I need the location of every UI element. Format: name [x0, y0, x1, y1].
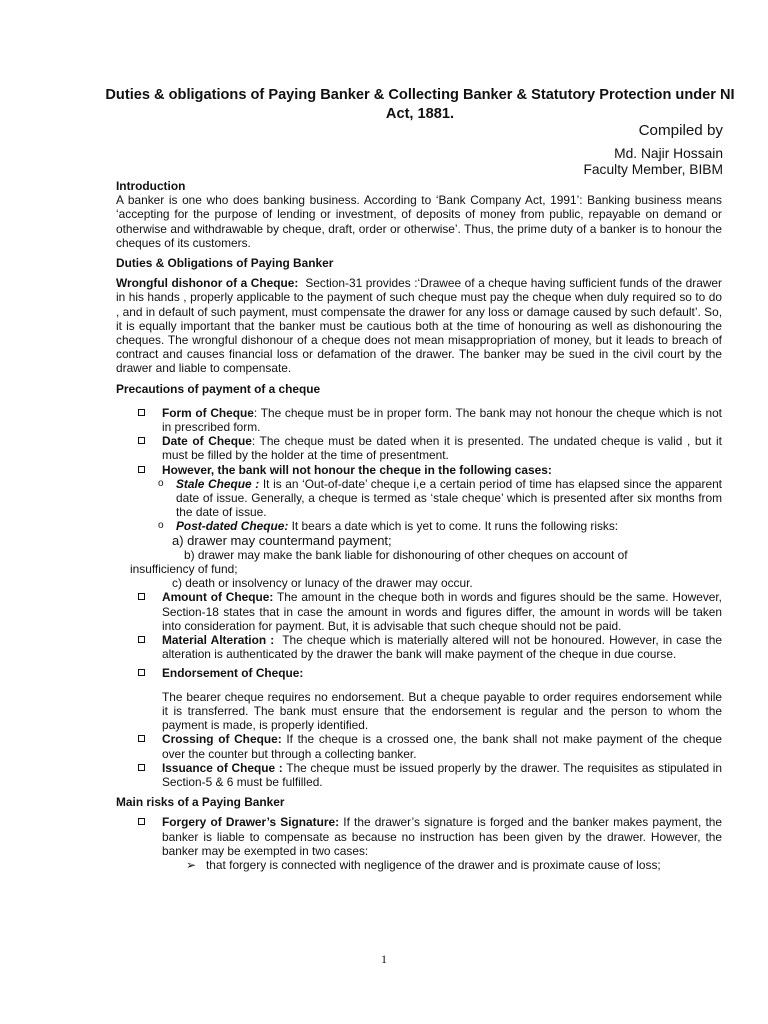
material-alteration-label: Material Alteration :	[162, 633, 275, 648]
checkbox-bullet-icon	[138, 669, 145, 676]
post-dated-cheque-label: Post-dated Cheque:	[176, 519, 289, 534]
checkbox-bullet-icon	[138, 636, 145, 643]
risk-b-line-1: b) drawer may make the bank liable for dishonouring of other cheques on account of	[184, 547, 628, 562]
list-item-amount-of-cheque	[116, 590, 722, 633]
form-of-cheque-label: Form of Cheque	[162, 405, 254, 420]
precautions-heading: Precautions of payment of a cheque	[116, 381, 321, 396]
wrongful-dishonor-text: Section-31 provides :‘Drawee of a cheque having sufficient funds of the drawer in his hands , properly applicable to the payment of such cheque must pay the cheque when duly required so to do , and in default of such payment, must compensate the drawer for any loss or damage caused by such default’. So, it is equally important that the banker must be cautious both at the time of honouring as well as dishonouring the cheques. The wrongful dishonour of a cheque does not mean misappropriation of money, but it leads to breach of contract and causes financial loss or defamation of the drawer. The banker may be sued in the civil court by the drawer and liable to compensate.	[116, 276, 722, 376]
forgery-text: If the drawer’s signature is forged and the banker makes payment, the banker is liable to compensate as because no instruction has been given by the drawer. However, the banker may be exempted in two cases:	[162, 815, 722, 858]
crossing-of-cheque-label: Crossing of Cheque:	[162, 732, 282, 747]
list-item-endorsement	[116, 666, 722, 680]
issuance-of-cheque-label: Issuance of Cheque :	[162, 760, 283, 775]
checkbox-bullet-icon	[138, 735, 145, 742]
post-dated-cheque-text: It bears a date which is yet to come. It runs the following risks:	[291, 519, 619, 534]
amount-of-cheque-label: Amount of Cheque:	[162, 590, 274, 605]
risk-a: a) drawer may countermand payment;	[172, 532, 392, 548]
wrongful-dishonor-paragraph	[116, 276, 722, 375]
checkbox-bullet-icon	[138, 466, 145, 473]
date-of-cheque-label: Date of Cheque	[162, 434, 252, 449]
checkbox-bullet-icon	[138, 409, 145, 416]
sub-item-stale-cheque	[116, 477, 722, 520]
endorsement-label: Endorsement of Cheque:	[162, 665, 304, 680]
checkbox-bullet-icon	[138, 593, 145, 600]
arrow-item-forgery-case-1	[116, 858, 722, 872]
however-text: However, the bank will not honour the cheque in the following cases:	[162, 462, 552, 477]
circle-bullet-icon: o	[158, 520, 164, 532]
list-item-material-alteration	[116, 633, 722, 661]
checkbox-bullet-icon	[138, 818, 145, 825]
arrow-bullet-icon: ➢	[186, 857, 196, 872]
compiled-by-label: Compiled by	[638, 122, 723, 139]
list-item-forgery	[116, 815, 722, 858]
stale-cheque-text: It is an ‘Out-of-date’ cheque i,e a certain period of time has elapsed since the apparent date of issue. Generally, a cheque is termed as ‘stale cheque’ which is presented after six months from the date of issue.	[176, 476, 722, 520]
author-name: Md. Najir Hossain	[614, 146, 723, 161]
duties-heading: Duties & Obligations of Paying Banker	[116, 256, 334, 271]
sub-item-post-dated-cheque	[116, 519, 722, 533]
document-title: Duties & obligations of Paying Banker & Collecting Banker & Statutory Protection under NI Act, 1881.	[105, 87, 735, 122]
main-risks-heading: Main risks of a Paying Banker	[116, 795, 285, 810]
document-body	[116, 179, 722, 872]
forgery-label: Forgery of Drawer’s Signature:	[162, 815, 340, 830]
issuance-of-cheque-text: The cheque must be issued properly by the drawer. The requisites as stipulated in Section-5 & 6 must be fulfilled.	[162, 760, 723, 789]
introduction-heading: Introduction	[116, 179, 186, 193]
list-item-however	[116, 463, 722, 477]
stale-cheque-label: Stale Cheque :	[176, 476, 260, 491]
date-of-cheque-text: : The cheque must be dated when it is presented. The undated cheque is valid , but it must be filled by the holder at the time of presentment.	[162, 434, 722, 463]
page-number: 1	[381, 952, 387, 966]
material-alteration-text: The cheque which is materially altered will not be honoured. However, in case the alteration is authenticated by the drawer the bank will make payment of the cheque in due course.	[162, 633, 722, 662]
checkbox-bullet-icon	[138, 764, 145, 771]
risk-c: c) death or insolvency or lunacy of the drawer may occur.	[172, 576, 473, 591]
list-item-form-of-cheque	[116, 406, 722, 434]
risk-b-line-2: insufficiency of fund;	[130, 562, 238, 577]
amount-of-cheque-text: The amount in the cheque both in words and figures should be the same. However, Section-18 states that in case the amount in words and figures differ, the amount in words will be taken into consideration for payment. But, it is advisable that such cheque should not be paid.	[162, 590, 722, 633]
list-item-crossing-of-cheque	[116, 732, 722, 760]
endorsement-text: The bearer cheque requires no endorsement. But a cheque payable to order requires endorsement while it is transferred. The bank must ensure that the endorsement is regular and the person to whom the payment is made, is properly identified.	[162, 689, 722, 733]
circle-bullet-icon: o	[158, 477, 164, 489]
checkbox-bullet-icon	[138, 437, 145, 444]
introduction-paragraph: A banker is one who does banking business. According to ‘Bank Company Act, 1991’: Banking business means ‘accepting for the purpose of lending or investment, of deposits of money from public, repayable on demand or otherwise and withdrawable by cheque, draft, order or otherwise’. Thus, the prime duty of a banker is to honour the cheques of its customers.	[116, 193, 722, 250]
form-of-cheque-text: : The cheque must be in proper form. The bank may not honour the cheque which is not in prescribed form.	[162, 405, 722, 435]
list-item-date-of-cheque	[116, 434, 722, 462]
author-role: Faculty Member, BIBM	[583, 162, 723, 177]
wrongful-dishonor-label: Wrongful dishonor of a Cheque:	[116, 276, 299, 291]
crossing-of-cheque-text: If the cheque is a crossed one, the bank shall not make payment of the cheque over the counter but through a collecting banker.	[162, 732, 722, 761]
forgery-case-1-text: that forgery is connected with negligence of the drawer and is proximate cause of loss;	[206, 857, 661, 872]
list-item-issuance-of-cheque	[116, 761, 722, 789]
